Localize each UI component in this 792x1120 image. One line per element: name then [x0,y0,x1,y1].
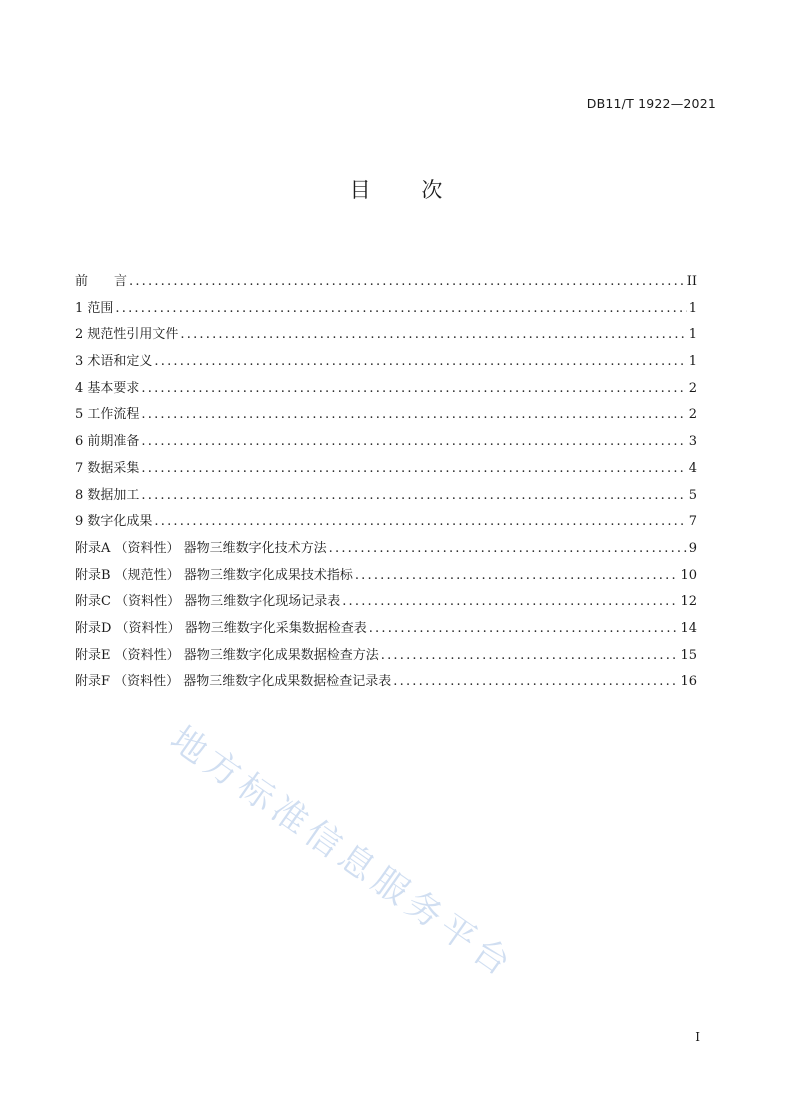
toc-entry-workflow[interactable] [75,403,697,430]
toc-dot-leader [329,541,687,556]
toc-entry-page: 16 [680,674,697,690]
document-id: DB11/T 1922—2021 [586,96,716,111]
table-of-contents [75,270,697,697]
toc-dot-leader [141,461,686,476]
toc-entry-appendix-b[interactable] [75,564,697,591]
toc-entry-label: 6 前期准备 [75,434,140,450]
toc-entry-label: 2 规范性引用文件 [75,327,179,343]
toc-entry-data-processing[interactable] [75,484,697,511]
toc-entry-page: 3 [688,434,697,450]
toc-entry-normative-references[interactable] [75,323,697,350]
toc-dot-leader [381,648,679,663]
toc-entry-basic-requirements[interactable] [75,377,697,404]
toc-dot-leader [180,327,686,342]
toc-entry-page: 1 [688,354,697,370]
watermark: 地方标准信息服务平台 [162,719,522,988]
toc-entry-foreword[interactable] [75,270,697,297]
toc-entry-page: 2 [688,380,697,396]
toc-entry-label: 1 范围 [75,300,114,316]
toc-entry-data-collection[interactable] [75,457,697,484]
page-title: 目 次 [349,178,465,202]
toc-entry-digital-results[interactable] [75,510,697,537]
toc-entry-page: 9 [688,540,697,556]
toc-entry-label: 附录F （资料性） 器物三维数字化成果数据检查记录表 [75,674,392,690]
toc-entry-appendix-c[interactable] [75,590,697,617]
toc-entry-label: 附录B （规范性） 器物三维数字化成果技术指标 [75,567,353,583]
toc-entry-page: 5 [688,487,697,503]
toc-dot-leader [355,568,679,583]
toc-entry-page: 15 [680,647,697,663]
toc-dot-leader [342,594,678,609]
toc-dot-leader [154,354,686,369]
toc-dot-leader [141,434,686,449]
toc-dot-leader [141,381,686,396]
toc-dot-leader [369,621,679,636]
toc-entry-label: 5 工作流程 [75,407,140,423]
toc-entry-page: 10 [680,567,697,583]
toc-entry-page: 12 [680,594,697,610]
toc-entry-page: 1 [688,327,697,343]
toc-entry-label: 附录D （资料性） 器物三维数字化采集数据检查表 [75,620,367,636]
toc-entry-preparation[interactable] [75,430,697,457]
toc-dot-leader [393,674,678,689]
toc-dot-leader [129,274,685,289]
toc-entry-label: 3 术语和定义 [75,354,153,370]
toc-dot-leader [141,488,686,503]
toc-entry-label: 前 言 [75,274,128,289]
toc-entry-label: 附录C （资料性） 器物三维数字化现场记录表 [75,594,341,610]
toc-dot-leader [154,514,686,529]
toc-entry-appendix-d[interactable] [75,617,697,644]
toc-entry-page: 1 [688,300,697,316]
toc-dot-leader [141,407,686,422]
page-number: I [695,1030,700,1044]
toc-entry-label: 4 基本要求 [75,380,140,396]
toc-entry-appendix-e[interactable] [75,644,697,671]
toc-entry-label: 附录E （资料性） 器物三维数字化成果数据检查方法 [75,647,379,663]
toc-entry-label: 8 数据加工 [75,487,140,503]
toc-entry-label: 7 数据采集 [75,460,140,476]
toc-entry-appendix-f[interactable] [75,670,697,697]
toc-entry-label: 9 数字化成果 [75,514,153,530]
toc-entry-scope[interactable] [75,297,697,324]
toc-entry-page: 7 [688,514,697,530]
toc-entry-label: 附录A （资料性） 器物三维数字化技术方法 [75,540,327,556]
toc-entry-terms-definitions[interactable] [75,350,697,377]
toc-dot-leader [115,301,686,316]
toc-entry-page: 4 [688,460,697,476]
toc-entry-page: II [686,274,697,289]
toc-entry-page: 14 [680,620,697,636]
toc-entry-appendix-a[interactable] [75,537,697,564]
toc-entry-page: 2 [688,407,697,423]
